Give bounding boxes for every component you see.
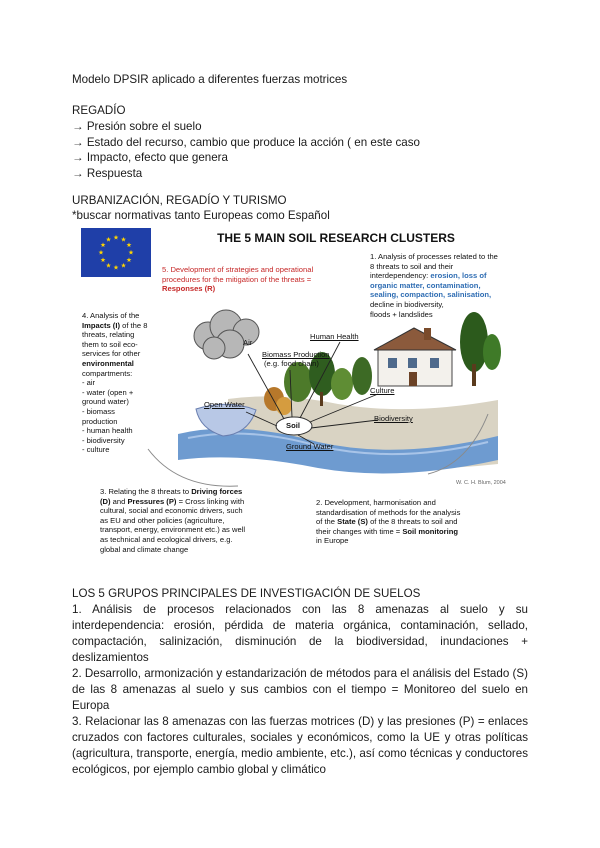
regadio-item: → Estado del recurso, cambio que produce la acción ( en este caso xyxy=(72,136,421,149)
cluster-1-text: 1. Analysis of processes related to the 8 threats to soil and their interdependency: erosion, loss of organic matter, contamination, sealing, compaction, salinisation, decline in biodiversity, floods + landslides xyxy=(370,252,498,319)
regadio-heading: REGADÍO xyxy=(72,104,126,117)
label-culture: Culture xyxy=(370,386,395,395)
cluster-3-text: 3. Relating the 8 threats to Driving forces (D) and Pressures (P) = Cross linking with cultural, social and economic drivers, such as EU and other policies (agriculture, transport, energy, environment etc.) as well as technical and ecological drivers, e.g. global and climate change xyxy=(100,487,246,554)
regadio-item: → Presión sobre el suelo xyxy=(72,120,202,133)
label-food-chain: (e.g. food chain) xyxy=(264,359,319,368)
regadio-item: → Respuesta xyxy=(72,167,143,180)
clusters-paragraphs xyxy=(72,602,528,778)
label-open-water: Open Water xyxy=(204,400,245,409)
cluster-paragraph-2: 2. Desarrollo, armonización y estandarización de métodos para el análisis del Estado (S) de las 8 amenazas al suelo y sus cambios con el tiempo = Monitoreo del suelo en Europa xyxy=(72,667,528,712)
cluster-5-text: 5. Development of strategies and operational procedures for the mitigation of the threats = Responses (R) xyxy=(162,265,314,294)
label-air: Air xyxy=(243,338,253,347)
document-title: Modelo DPSIR aplicado a diferentes fuerzas motrices xyxy=(72,73,348,86)
urbanizacion-note: *buscar normativas tanto Europeas como Español xyxy=(72,209,330,222)
regadio-item: → Impacto, efecto que genera xyxy=(72,151,228,164)
cluster-4-text: 4. Analysis of the Impacts (I) of the 8 threats, relating them to soil eco- services for other environmental compartments: - air - water (open + ground water) - biomass production - human health - biodiversity - culture xyxy=(82,311,148,455)
label-biodiversity: Biodiversity xyxy=(374,414,413,423)
cluster-2-text: 2. Development, harmonisation and standardisation of methods for the analysis of the State (S) of the 8 threats to soil and their changes with time = Soil monitoring in Europe xyxy=(316,498,461,546)
label-soil: Soil xyxy=(286,421,300,430)
cluster-paragraph-3: 3. Relacionar las 8 amenazas con las fuerzas motrices (D) y las presiones (P) = enlaces cruzados con factores culturales, sociales y económicos, como la UE y otras políticas (agricultura, transporte, energía, medio ambiente, etc.), así como técnicas y conductores ecológicos, por ejemplo cambio global y climático xyxy=(72,715,528,776)
tree-icon xyxy=(460,312,501,386)
cluster-paragraph-1: 1. Análisis de procesos relacionados con las 8 amenazas al suelo y su interdependencia: erosión, pérdida de materia orgánica, contaminación, sellado, compactación, salinización, disminución de la biodiversidad, inundaciones + deslizamientos xyxy=(72,603,528,664)
urbanizacion-heading: URBANIZACIÓN, REGADÍO Y TURISMO xyxy=(72,194,287,207)
clusters-heading: LOS 5 GRUPOS PRINCIPALES DE INVESTIGACIÓN DE SUELOS xyxy=(72,587,421,600)
label-ground-water: Ground Water xyxy=(286,442,334,451)
soil-clusters-figure xyxy=(78,224,526,556)
house-icon xyxy=(374,328,456,386)
label-human-health: Human Health xyxy=(310,332,359,341)
cloud-icon xyxy=(194,310,259,359)
figure-title: THE 5 MAIN SOIL RESEARCH CLUSTERS xyxy=(217,231,455,245)
figure-credit: W. C. H. Blum, 2004 xyxy=(456,480,506,486)
label-biomass-production: Biomass Production xyxy=(262,350,330,359)
